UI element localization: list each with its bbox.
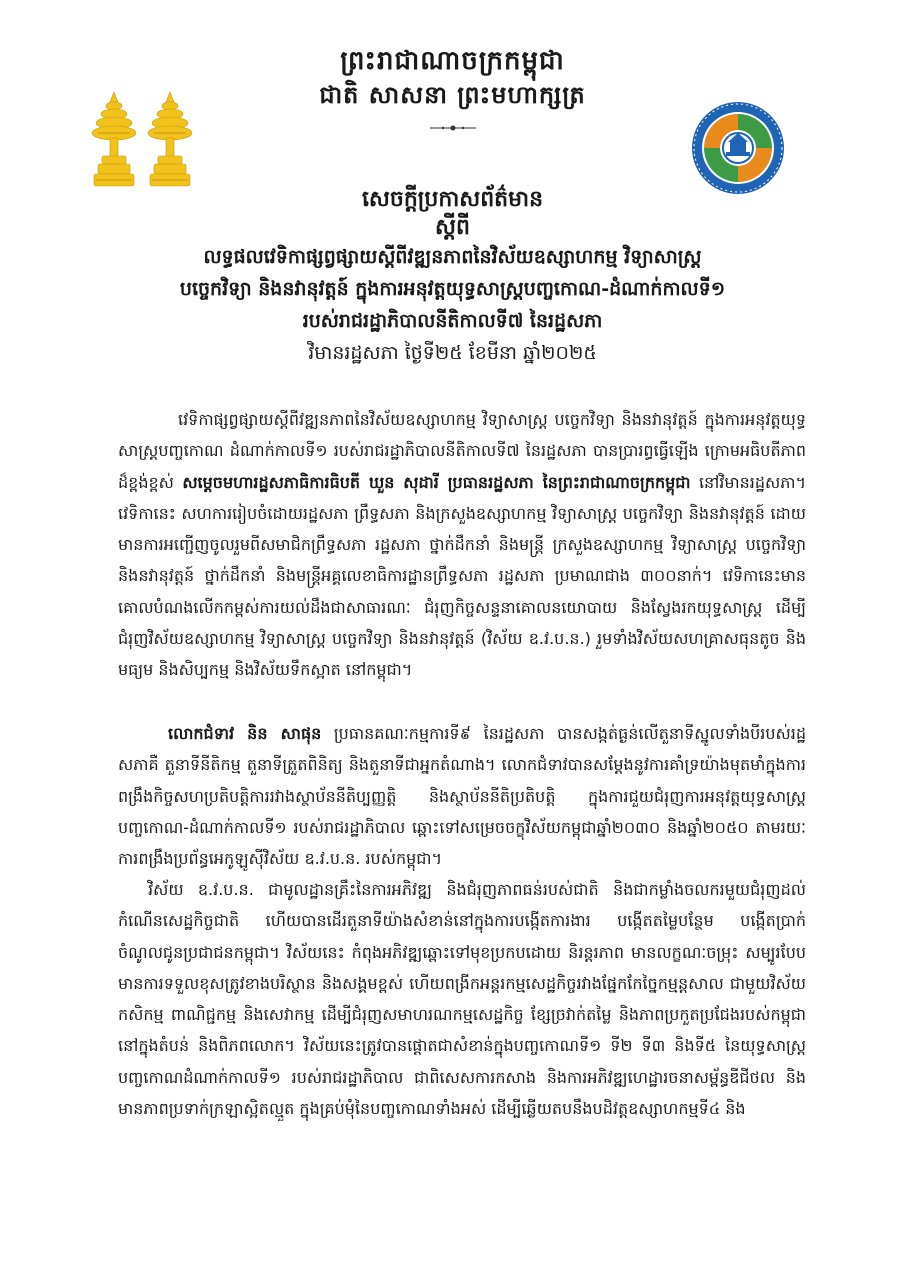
paragraph-1-text-b: នៅវិមានរដ្ឋសភា។ វេទិកានេះ សហការរៀបចំដោយរដ្ឋសភា ព្រឹទ្ធសភា និងក្រសួងឧស្សាហកម្ម វិទ្យាសាស្ត្រ បច្ចេកវិទ្យា និងនវានុវត្តន៍ ដោយមានការអញ្ជើញចូលរួមពីសមាជិកព្រឹទ្ធសភា រដ្ឋសភា ថ្នាក់ដឹកនាំ និងមន្ត្រី ក្រសួងឧស្សាហកម្ម វិទ្យាសាស្ត្រ បច្ចេកវិទ្យា និងនវានុវត្តន៍ ថ្នាក់ដឹកនាំ និងមន្ត្រីអគ្គលេខាធិការដ្ឋានព្រឹទ្ធសភា រដ្ឋសភា ប្រមាណជាង ៣០០នាក់។ វេទិកានេះមានគោលបំណងលើកកម្ពស់ការយល់ដឹងជាសាធារណៈ ជំរុញកិច្ចសន្ទនាគោលនយោបាយ និងស្វែងរកយុទ្ធសាស្ត្រ ដើម្បីជំរុញវិស័យឧស្សាហកម្ម វិទ្យាសាស្ត្រ បច្ចេកវិទ្យា និងនវានុវត្តន៍ (វិស័យ ឧ.វ.ប.ន.) រួមទាំងវិស័យសហគ្រាសធុនតូច និងមធ្យម និងសិប្បកម្ម និងវិស័យទឹកស្អាត នៅកម្ពុជា។ (118, 472, 807, 680)
paragraph-2 (118, 718, 806, 874)
paragraph-2-speaker: លោកជំទាវ និន សាផុន (168, 724, 322, 743)
document-subject-label: ស្តីពី (435, 215, 470, 240)
paragraph-1-presiding-official: សម្តេចមហារដ្ឋសភាធិការធិបតី ឃួន សុដារី ប្រធានរដ្ឋសភា នៃព្រះរាជាណាចក្រកម្ពុជា (182, 472, 691, 492)
document-title: សេចក្តីប្រកាសព័ត៌មាន (361, 187, 544, 212)
document-topic-line-2: បច្ចេកវិទ្យា និងនវានុវត្តន៍ ក្នុងការអនុវត្តយុទ្ធសាស្ត្របញ្ចកោណ-ដំណាក់កាលទី១ (179, 278, 726, 300)
kingdom-name: ព្រះរាជាណាចក្រកម្ពុជា (340, 46, 565, 76)
paragraph-1-text-a: វេទិកាផ្សព្វផ្សាយស្តីពីវឌ្ឍនភាពនៃវិស័យឧស្សាហកម្ម វិទ្យាសាស្ត្រ បច្ចេកវិទ្យា និងនវានុវត្តន៍ ក្នុងការអនុវត្តយុទ្ធសាស្ត្របញ្ចកោណ ដំណាក់កាលទី១ របស់រាជរដ្ឋាភិបាលនីតិកាលទី៧ នៃរដ្ឋសភា បានប្រារព្ធធ្វើឡើង ក្រោមអធិបតីភាពដ៏ខ្ពង់ខ្ពស់ (118, 410, 806, 492)
national-motto: ជាតិ សាសនា ព្រះមហាក្សត្រ (319, 81, 586, 109)
document-topic-line-1: លទ្ធផលវេទិកាផ្សព្វផ្សាយស្តីពីវឌ្ឍនភាពនៃវិស័យឧស្សាហកម្ម វិទ្យាសាស្ត្រ (203, 246, 702, 268)
ministry-seal-icon (690, 100, 786, 196)
paragraph-2-text: ប្រធានគណៈកម្មការទី៩ នៃរដ្ឋសភា បានសង្កត់ធ្ងន់លើតួនាទីស្នូលទាំងបីរបស់រដ្ឋសភាគឺ តួនាទីនីតិកម្ម តួនាទីត្រួតពិនិត្យ និងតួនាទីជាអ្នកតំណាង។ លោកជំទាវបានសម្តែងនូវការគាំទ្រយ៉ាងមុតមាំក្នុងការពង្រឹងកិច្ចសហប្រតិបត្តិការរវាងស្ថាប័ននីតិប្បញ្ញត្តិ និងស្ថាប័ននីតិប្រតិបត្តិ ក្នុងការជួយជំរុញការអនុវត្តយុទ្ធសាស្ត្របញ្ចកោណ-ដំណាក់កាលទី១ របស់រាជរដ្ឋាភិបាល ឆ្ពោះទៅសម្រេចចក្ខុវិស័យកម្ពុជាឆ្នាំ២០៣០ និងឆ្នាំ២០៥០ តាមរយៈការពង្រឹងប្រព័ន្ធអេកូឡូស៊ីវិស័យ ឧ.វ.ប.ន. របស់កម្ពុជា។ (118, 724, 806, 869)
document-date: វិមានរដ្ឋសភា ថ្ងៃទី២៥ ខែមីនា ឆ្នាំ២០២៥ (308, 342, 597, 364)
paragraph-1 (118, 404, 806, 686)
ornament-divider-icon (428, 124, 478, 132)
document-topic-line-3: របស់រាជរដ្ឋាភិបាលនីតិកាលទី៧ នៃរដ្ឋសភា (302, 310, 603, 332)
paragraph-3: វិស័យ ឧ.វ.ប.ន. ជាមូលដ្ឋានគ្រឹះនៃការអភិវឌ្ឍ និងជំរុញភាពធន់របស់ជាតិ និងជាកម្លាំងចលករមួយជំរុញដល់កំណើនសេដ្ឋកិច្ចជាតិ ហើយបានដើរតួនាទីយ៉ាងសំខាន់នៅក្នុងការបង្កើតការងារ បង្កើតតម្លៃបន្ថែម បង្កើតប្រាក់ចំណូលជូនប្រជាជនកម្ពុជា។ វិស័យនេះ កំពុងអភិវឌ្ឍឆ្ពោះទៅមុខប្រកបដោយ និរន្តរភាព មានលក្ខណៈចម្រុះ សម្បូរបែប មានការទទួលខុសត្រូវខាងបរិស្ថាន និងសង្គមខ្ពស់ ហើយពង្រីកអន្តរកម្មសេដ្ឋកិច្ចរវាងផ្នែកកែច្នៃកម្មន្តសាល ជាមួយវិស័យកសិកម្ម ពាណិជ្ជកម្ម និងសេវាកម្ម ដើម្បីជំរុញសមាហរណកម្មសេដ្ឋកិច្ច ខ្សែច្រវាក់តម្លៃ និងភាពប្រកួតប្រជែងរបស់កម្ពុជានៅក្នុងតំបន់ និងពិភពលោក។ វិស័យនេះត្រូវបានផ្តោតជាសំខាន់ក្នុងបញ្ចកោណទី១ ទី២ ទី៣ និងទី៥ នៃយុទ្ធសាស្ត្របញ្ចកោណដំណាក់កាលទី១ របស់រាជរដ្ឋាភិបាល ជាពិសេសការកសាង និងការអភិវឌ្ឍហេដ្ឋារចនាសម្ព័ន្ធឌីជីថល និងមានភាពប្រទាក់ក្រឡាស្អិតល្មួត ក្នុងគ្រប់មុំនៃបញ្ចកោណទាំងអស់ ដើម្បីឆ្លើយតបនឹងបដិវត្តឧស្សាហកម្មទី៤ និង (118, 880, 806, 1119)
